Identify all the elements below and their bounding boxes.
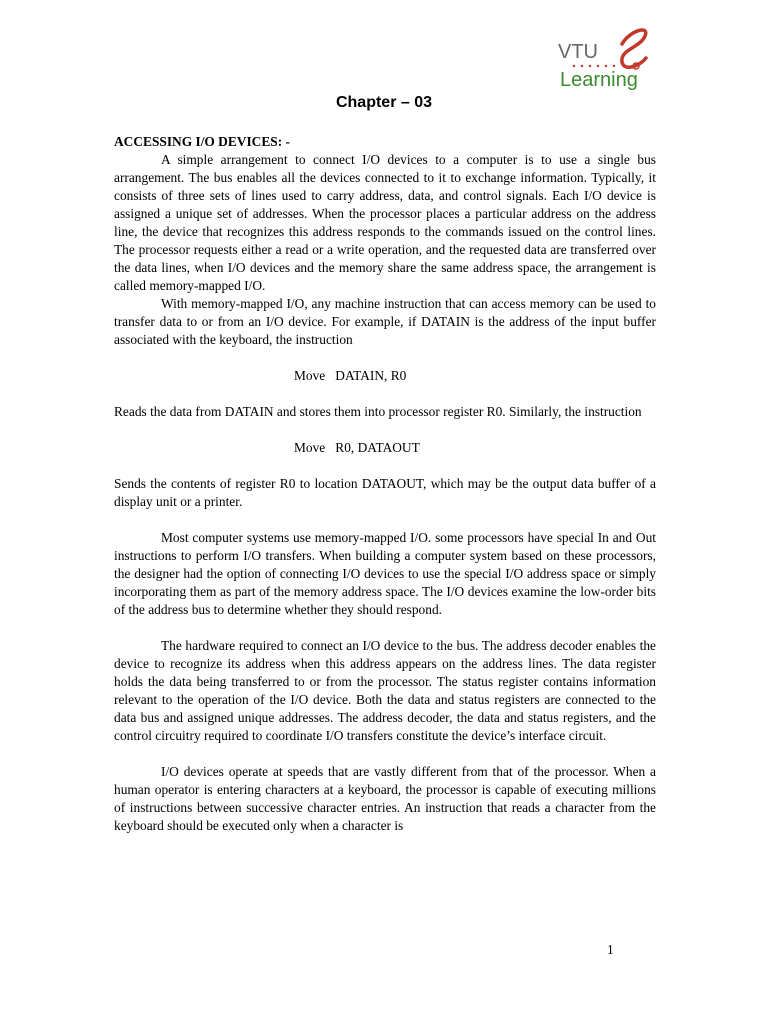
chapter-title: Chapter – 03 xyxy=(335,94,433,111)
body-text xyxy=(114,133,656,835)
paragraph: The hardware required to connect an I/O device to the bus. The address decoder enables the device to recognize its address when this address appears on the address lines. The data register holds the data being transferred to or from the processor. The status register contains information relevant to the operation of the I/O device. Both the data and status registers are connected to the data bus and assigned unique addresses. The address decoder, the data and status registers, and the control circuitry required to coordinate I/O transfers constitute the device’s interface circuit. xyxy=(114,638,656,743)
svg-text:Learning: Learning xyxy=(560,69,638,91)
paragraph: Reads the data from DATAIN and stores them into processor register R0. Similarly, the instruction xyxy=(114,404,642,419)
paragraph: With memory-mapped I/O, any machine instruction that can access memory can be used to transfer data to or from an I/O device. For example, if DATAIN is the address of the input buffer associated with the keyboard, the instruction xyxy=(114,296,656,347)
section-heading: ACCESSING I/O DEVICES: - xyxy=(114,134,290,149)
svg-text:VTU: VTU xyxy=(558,41,598,63)
paragraph: Sends the contents of register R0 to location DATAOUT, which may be the output data buffer of a display unit or a printer. xyxy=(114,476,656,509)
code-line: Move R0, DATAOUT xyxy=(294,440,420,455)
page-number: 1 xyxy=(607,942,614,957)
code-line: Move DATAIN, R0 xyxy=(294,368,407,383)
vtu-elearning-logo xyxy=(556,22,656,94)
paragraph: Most computer systems use memory-mapped I/O. some processors have special In and Out instructions to perform I/O transfers. When building a computer system based on these processors, the designer had the option of connecting I/O devices to use the special I/O address space or simply incorporating them as part of the memory address space. The I/O devices examine the low-order bits of the address bus to determine whether they should respond. xyxy=(114,530,656,617)
paragraph: I/O devices operate at speeds that are vastly different from that of the processor. When a human operator is entering characters at a keyboard, the processor is capable of executing millions of instructions between successive character entries. An instruction that reads a character from the keyboard should be executed only when a character is xyxy=(114,764,656,833)
paragraph: A simple arrangement to connect I/O devices to a computer is to use a single bus arrangement. The bus enables all the devices connected to it to exchange information. Typically, it consists of three sets of lines used to carry address, data, and control signals. Each I/O device is assigned a unique set of addresses. When the processor places a particular address on the address line, the device that recognizes this address responds to the commands issued on the control lines. The processor requests either a read or a write operation, and the requested data are transferred over the data lines, when I/O devices and the memory share the same address space, the arrangement is called memory-mapped I/O. xyxy=(114,152,656,293)
